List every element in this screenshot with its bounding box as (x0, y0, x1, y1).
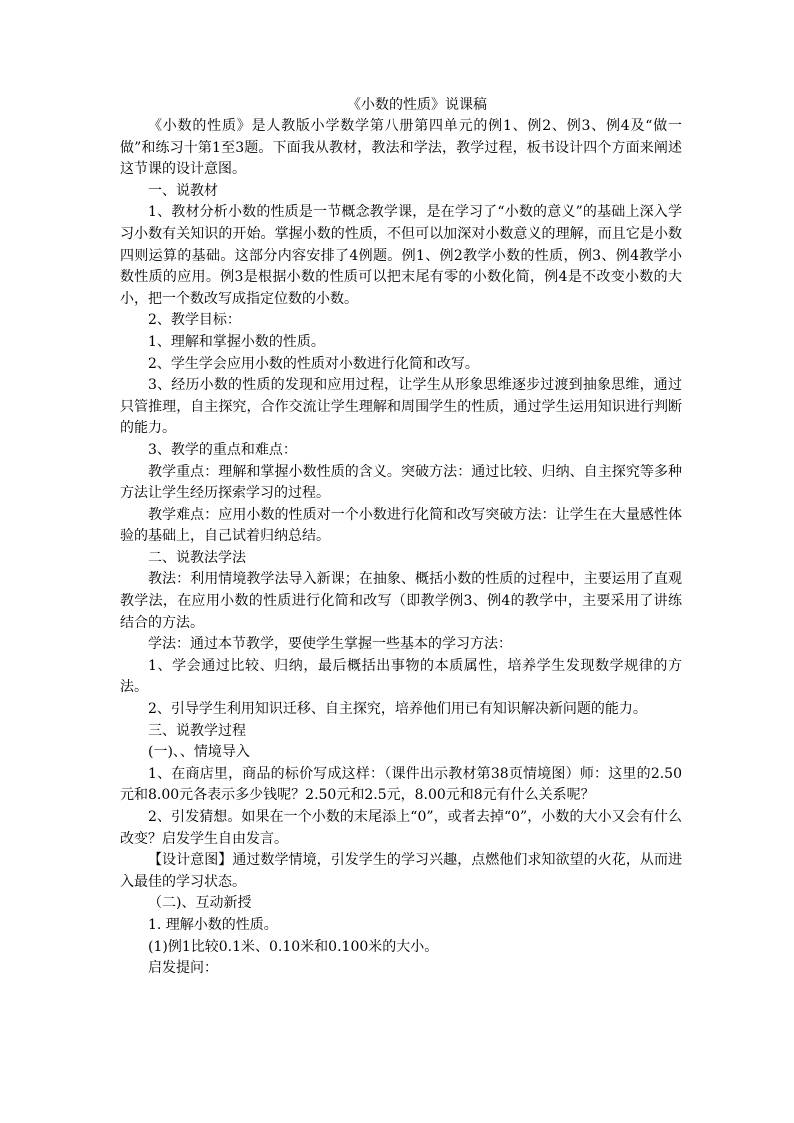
section-heading-textbook: 一、说教材 (148, 182, 218, 199)
subheading-teaching-goals: 2、教学目标： (148, 312, 241, 329)
goal-item-3: 3、经历小数的性质的发现和应用过程，让学生从形象思维逐步过渡到抽象思维，通过只管推理，自主探究，合作交流让学生理解和周围学生的性质，通过学生运用知识进行判断的能力。 (120, 377, 682, 437)
document-title: 《小数的性质》说课稿 (347, 97, 487, 113)
example-1-paragraph: (1)例1比较0.1米、0.10米和0.100米的大小。 (148, 938, 439, 955)
understand-property-item: 1. 理解小数的性质。 (148, 916, 278, 933)
key-point-paragraph: 教学重点：理解和掌握小数性质的含义。突破方法：通过比较、归纳、自主探究等多种方法让学生经历探索学习的过程。 (120, 463, 682, 502)
subheading-interactive-teaching: （二)、互动新授 (148, 895, 252, 912)
prompt-question-paragraph: 启发提问： (148, 960, 218, 977)
design-intent-paragraph: 【设计意图】通过数学情境，引发学生的学习兴趣，点燃他们求知欲望的火花，从而进入最佳的学习状态。 (120, 852, 682, 890)
scenario-item-2: 2、引发猜想。如果在一个小数的末尾添上“0”，或者去掉“0”，小数的大小又会有什么改变？启发学生自由发言。 (120, 809, 682, 847)
textbook-analysis-paragraph: 1、教材分析小数的性质是一节概念教学课，是在学习了“小数的意义”的基础上深入学习小数有关知识的开始。掌握小数的性质，不但可以加深对小数意义的理解，而且它是小数四则运算的基础。这部分内容安排了4例题。例1、例2教学小数的性质，例3、例4教学小数性质的应用。例3是根据小数的性质可以把末尾有零的小数化简，例4是不改变小数的大小，把一个数改写成指定位数的小数。 (120, 204, 682, 307)
section-heading-process: 三、说教学过程 (148, 722, 246, 739)
goal-item-2: 2、学生学会应用小数的性质对小数进行化简和改写。 (148, 355, 479, 372)
teaching-method-paragraph: 教法：利用情境教学法导入新课；在抽象、概括小数的性质的过程中，主要运用了直观教学法，在应用小数的性质进行化简和改写（即教学例3、例4的教学中，主要采用了讲练结合的方法。 (120, 571, 682, 631)
subheading-scenario-intro: (一)、、情境导入 (148, 744, 250, 761)
learning-method-item-1: 1、学会通过比较、归纳，最后概括出事物的本质属性，培养学生发现数学规律的方法。 (120, 657, 682, 696)
intro-paragraph: 《小数的性质》是人教版小学数学第八册第四单元的例1、例2、例3、例4及“做一做”和练习十第1至3题。下面我从教材，教法和学法，教学过程，板书设计四个方面来阐述这节课的设计意图。 (120, 118, 682, 178)
difficulty-paragraph: 教学难点：应用小数的性质对一个小数进行化简和改写突破方法：让学生在大量感性体验的基础上，自己试着归纳总结。 (120, 506, 682, 545)
subheading-key-points: 3、教学的重点和难点： (148, 441, 297, 458)
learning-method-paragraph: 学法：通过本节教学，要使学生掌握一些基本的学习方法： (148, 636, 512, 653)
scenario-item-1: 1、在商店里，商品的标价写成这样：（课件出示教材第38页情境图）师：这里的2.50元和8.00元各表示多少钱呢？2.50元和2.5元，8.00元和8元有什么关系呢？ (120, 765, 682, 804)
learning-method-item-2: 2、引导学生利用知识迁移、自主探究，培养他们用已有知识解决新问题的能力。 (148, 701, 647, 718)
section-heading-methods: 二、说教法学法 (148, 549, 246, 566)
goal-item-1: 1、理解和掌握小数的性质。 (148, 333, 325, 350)
document-body (120, 116, 682, 980)
